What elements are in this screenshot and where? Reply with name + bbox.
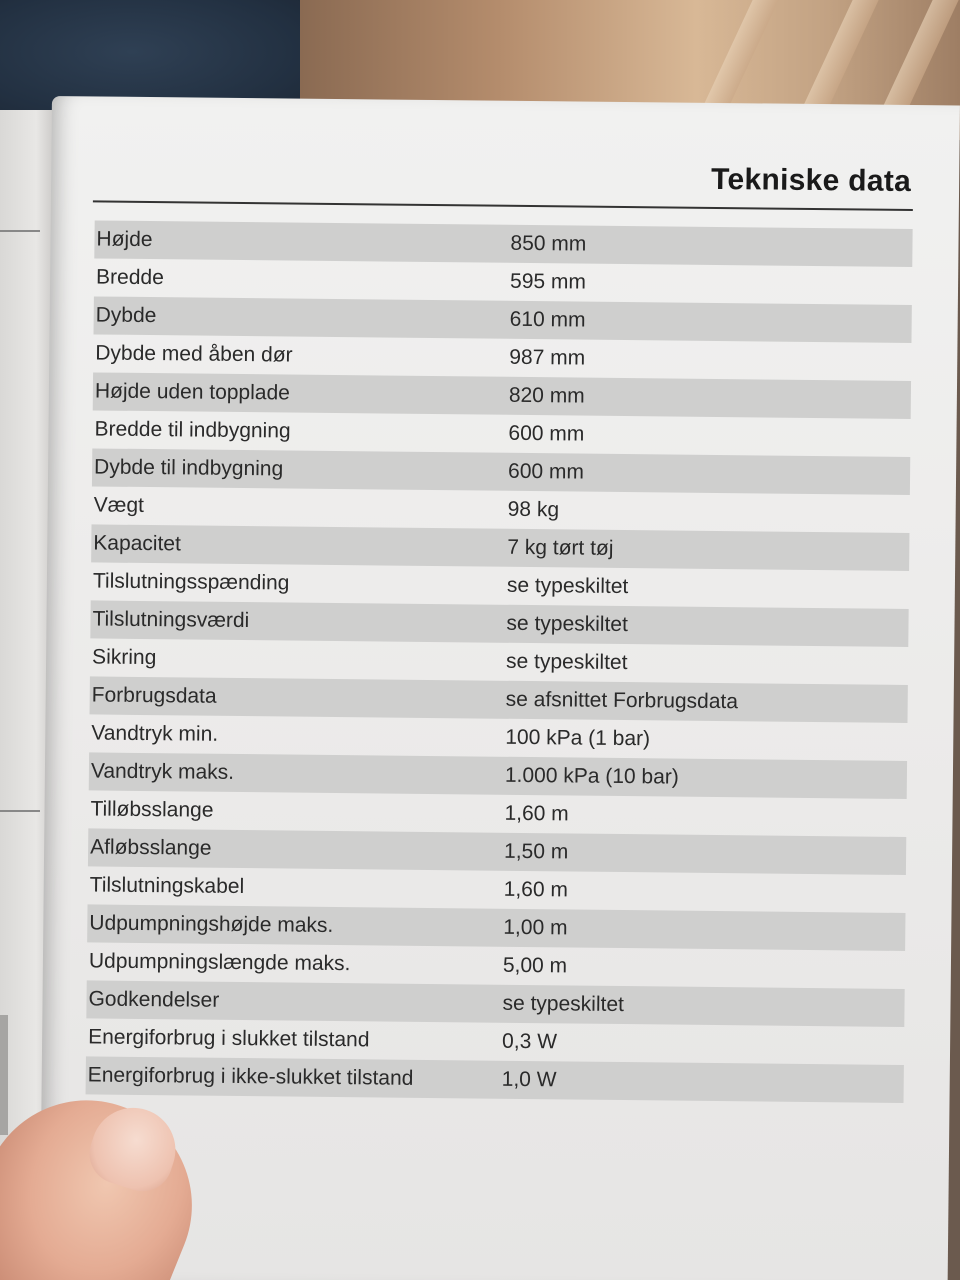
spec-value: 0,3 W: [502, 1029, 558, 1054]
spec-label: Udpumpningshøjde maks.: [89, 911, 334, 937]
spec-label: Udpumpningslængde maks.: [88, 949, 351, 976]
spec-value: se typeskiltet: [506, 611, 629, 637]
spec-value: 98 kg: [507, 497, 560, 522]
spec-value: 1.000 kPa (10 bar): [504, 763, 679, 789]
spec-label: Dybde til indbygning: [93, 455, 284, 481]
spec-label: Energiforbrug i slukket tilstand: [88, 1025, 370, 1052]
left-page-rule: [0, 810, 40, 812]
spec-label: Dybde: [95, 303, 157, 328]
spec-label: Bredde: [95, 265, 164, 290]
spec-value: 600 mm: [507, 459, 585, 484]
spec-table: [86, 220, 913, 1103]
spec-label: Kapacitet: [93, 531, 181, 556]
spec-label: Afløbsslange: [90, 835, 212, 860]
left-page-block: [0, 1015, 8, 1135]
manual-page: [40, 96, 960, 1280]
spec-label: Dybde med åben dør: [95, 341, 293, 367]
spec-label: Tilslutningskabel: [89, 873, 245, 899]
spec-label: Tilslutningsværdi: [92, 607, 250, 633]
page-title: Tekniske data: [710, 162, 912, 199]
spec-value: se typeskiltet: [502, 991, 625, 1017]
spec-value: 100 kPa (1 bar): [505, 725, 651, 751]
title-rule: [93, 200, 913, 211]
spec-row: [86, 1056, 904, 1103]
spec-label: Tilløbsslange: [90, 797, 214, 822]
spec-value: 595 mm: [509, 269, 587, 294]
spec-value: 1,0 W: [501, 1067, 557, 1092]
spec-value: 1,60 m: [504, 801, 569, 826]
spec-label: Bredde til indbygning: [94, 417, 291, 443]
spec-value: se typeskiltet: [506, 573, 629, 599]
spec-label: Vægt: [93, 493, 145, 517]
spec-value: 5,00 m: [502, 953, 568, 978]
spec-label: Sikring: [92, 645, 157, 670]
spec-label: Højde: [96, 227, 153, 252]
spec-value: 1,00 m: [503, 915, 568, 940]
spec-label: Forbrugsdata: [91, 683, 217, 708]
spec-label: Godkendelser: [88, 987, 220, 1012]
spec-label: Tilslutningsspænding: [92, 569, 290, 595]
spec-label: Højde uden topplade: [94, 379, 291, 405]
spec-value: 1,50 m: [503, 839, 569, 864]
spec-value: 610 mm: [509, 307, 586, 332]
spec-value: se afsnittet Forbrugsdata: [505, 687, 739, 714]
spec-value: 7 kg tørt tøj: [507, 535, 614, 560]
spec-value: se typeskiltet: [505, 649, 628, 675]
spec-label: Vandtryk maks.: [90, 759, 235, 784]
spec-value: 1,60 m: [503, 877, 569, 902]
spec-value: 987 mm: [509, 345, 586, 370]
spec-label: Energiforbrug i ikke-slukket tilstand: [87, 1063, 414, 1090]
spec-value: 850 mm: [510, 231, 587, 256]
left-page-rule: [0, 230, 40, 232]
spec-value: 820 mm: [508, 383, 585, 408]
spec-label: Vandtryk min.: [91, 721, 219, 746]
spec-value: 600 mm: [508, 421, 585, 446]
